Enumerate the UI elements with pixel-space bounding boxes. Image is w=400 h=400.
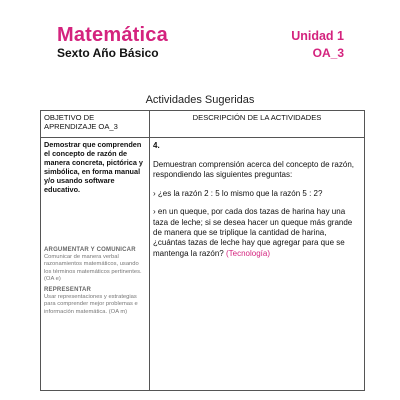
skill-item <box>44 286 146 316</box>
activity-question-1: › ¿es la razón 2 : 5 lo mismo que la razón 5 : 2? <box>153 188 323 198</box>
skill-description: Usar representaciones y estrategias para comprender mejor problemas e información matemática. (OA m) <box>44 294 138 315</box>
objective-cell <box>41 138 150 391</box>
oa-label: OA_3 <box>312 46 344 60</box>
objective-column-header: OBJETIVO DE APRENDIZAJE OA_3 <box>41 111 150 138</box>
skill-title: REPRESENTAR <box>44 287 92 294</box>
description-column-header: DESCRIPCIÓN DE LA ACTIVIDADES <box>150 111 365 138</box>
skill-item <box>44 246 146 283</box>
activity-cell <box>150 138 365 391</box>
skill-title: ARGUMENTAR Y COMUNICAR <box>44 247 136 253</box>
activity-number: 4. <box>153 141 160 150</box>
unit-label: Unidad 1 <box>291 29 344 43</box>
section-title: Actividades Sugeridas <box>145 94 255 106</box>
grade-subtitle: Sexto Año Básico <box>57 46 159 60</box>
technology-tag: (Tecnología) <box>225 248 270 258</box>
question-2-text: › en un queque, por cada dos tazas de harina hay una taza de leche; si se desea hacer un queque más grande de manera que se triplique la cantidad de harina, ¿cuántas tazas de leche hay que agregar para que se mantenga la razón? <box>153 207 353 258</box>
objective-text: Demostrar que comprenden el concepto de razón de manera concreta, pictórica y simbólica, en forma manual y/o usando software educativo. <box>44 140 143 194</box>
table-row <box>41 138 365 391</box>
skills-list <box>44 246 146 316</box>
table-header-row <box>41 111 365 138</box>
activity-intro: Demuestran comprensión acerca del concepto de razón, respondiendo las siguientes preguntas: <box>153 160 354 180</box>
activities-table <box>40 110 365 391</box>
subject-title: Matemática <box>57 24 168 46</box>
skill-description: Comunicar de manera verbal razonamientos matemáticos, usando los términos matemáticos pertinentes. (OA e) <box>44 254 142 282</box>
activity-question-2 <box>153 207 361 259</box>
